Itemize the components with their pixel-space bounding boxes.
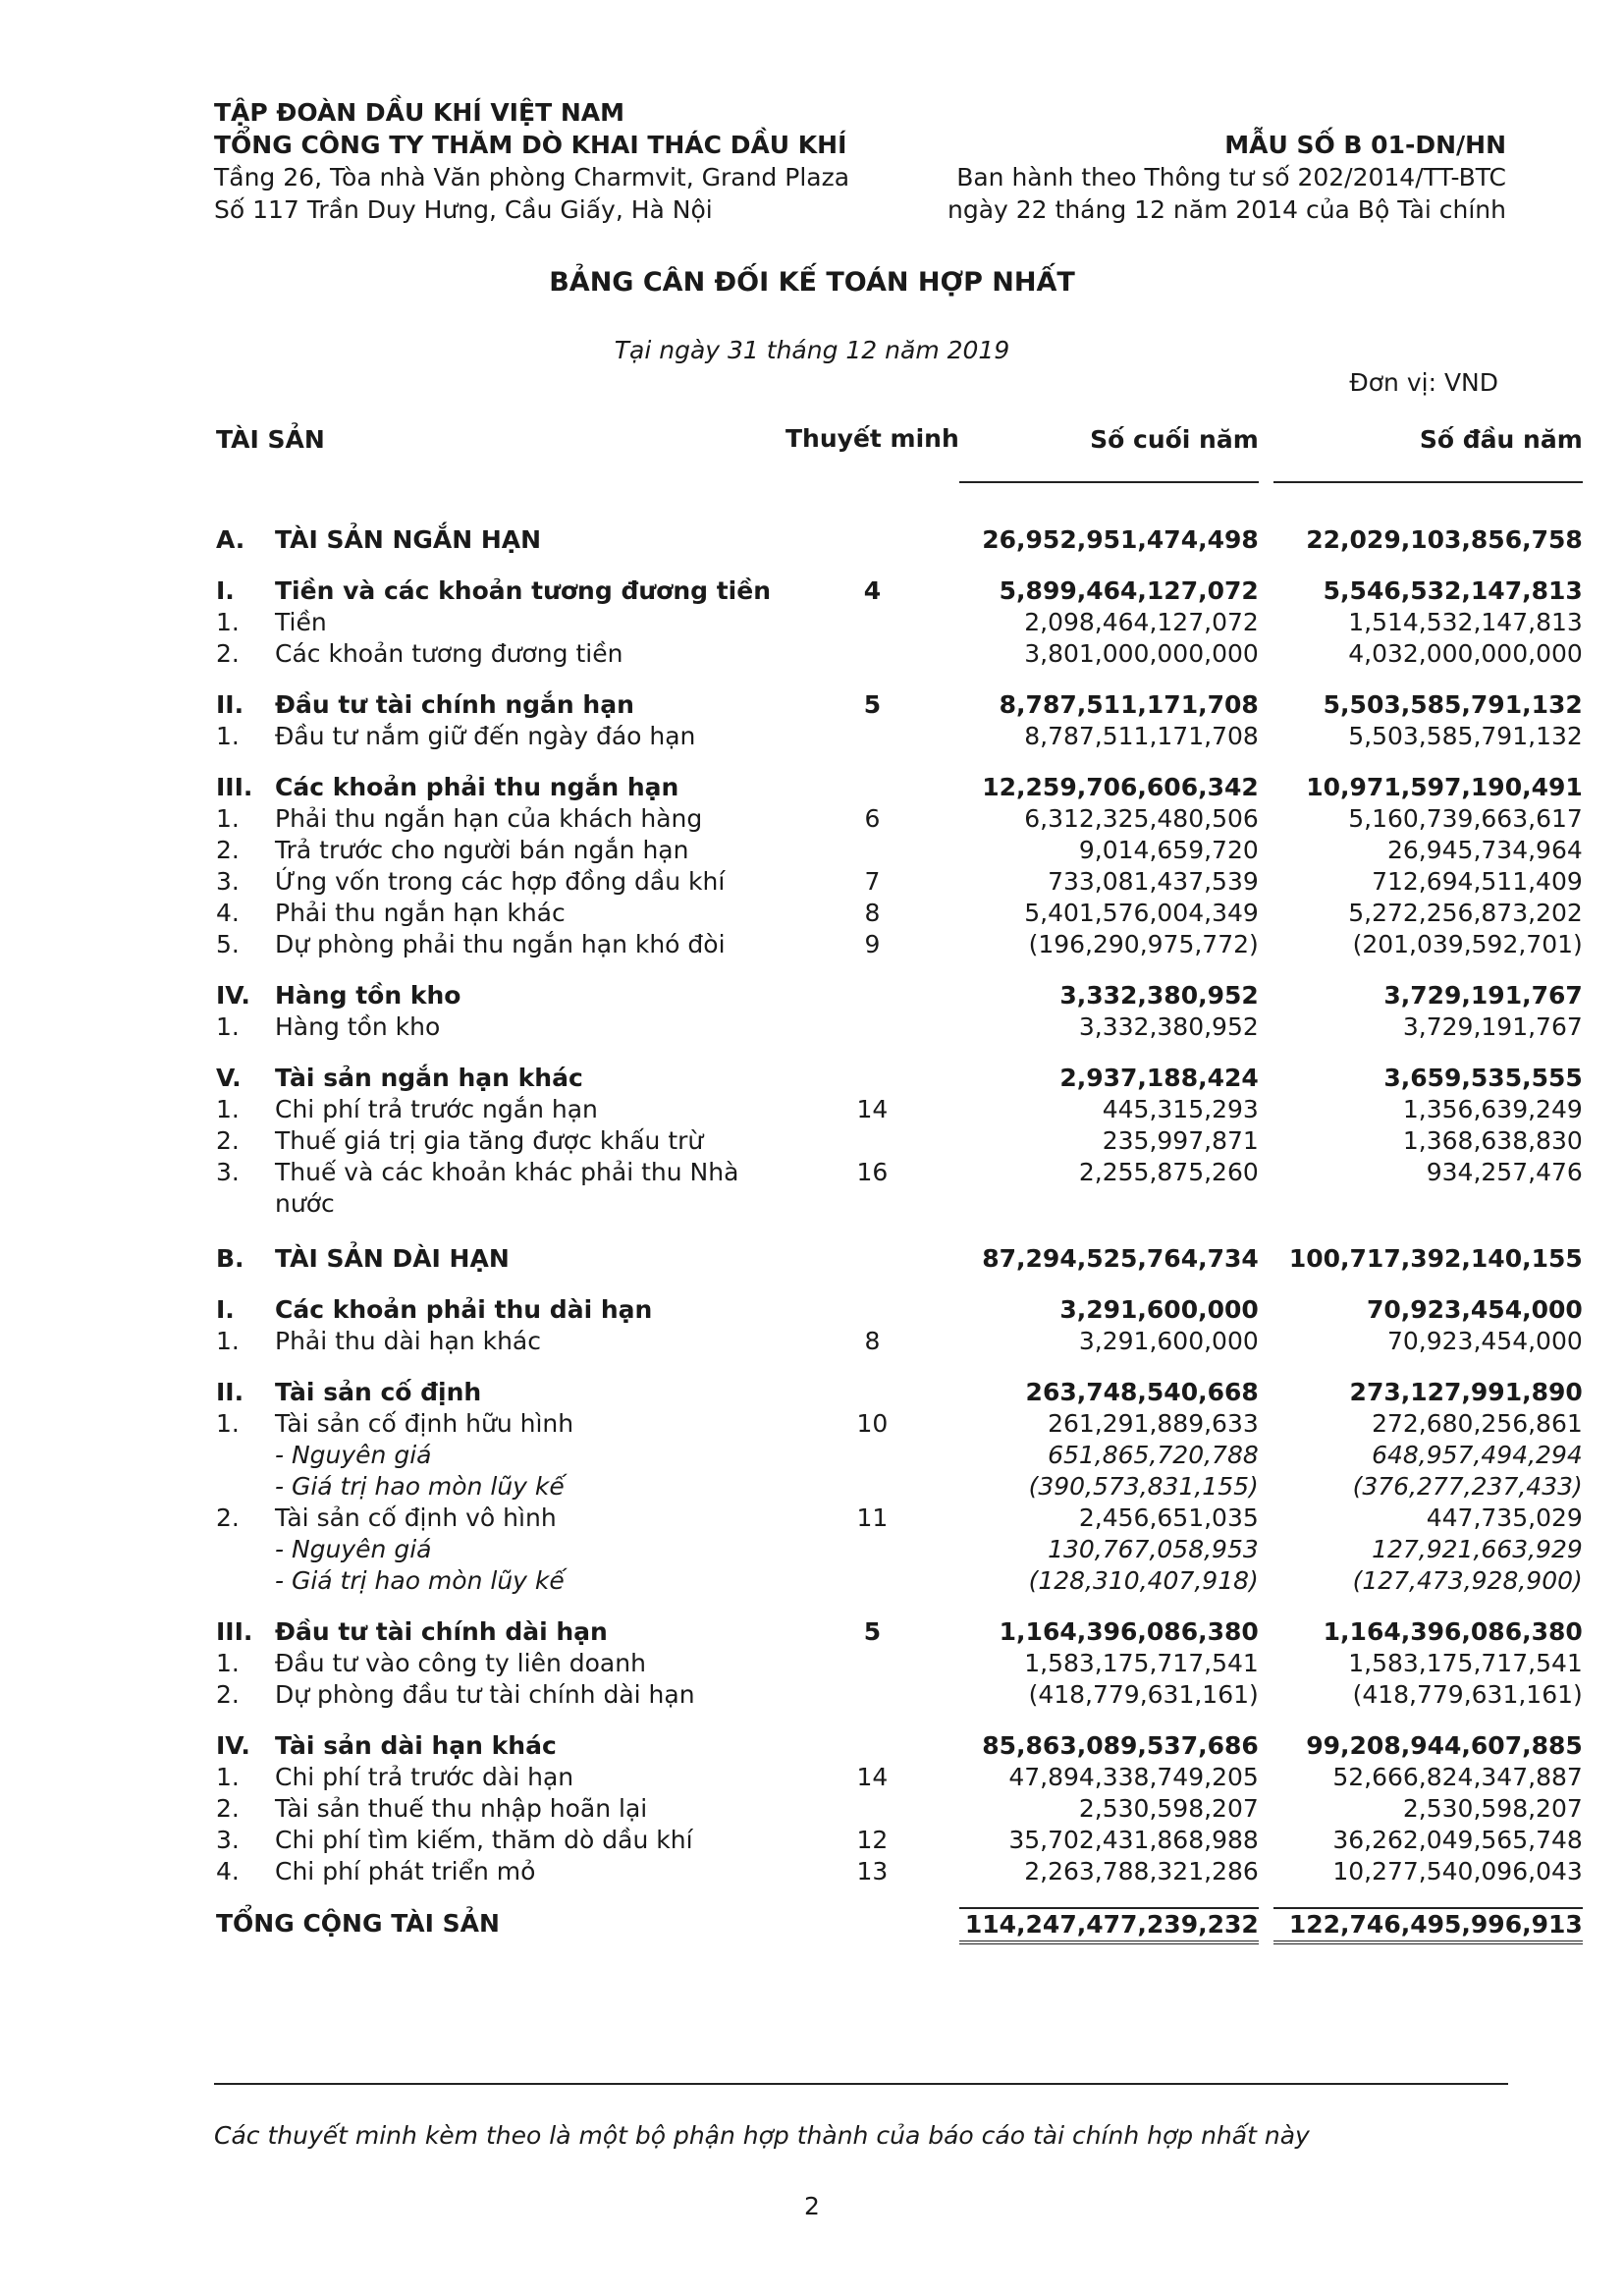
- row-previous-amount: 2,530,598,207: [1402, 1794, 1583, 1823]
- row-note: [785, 1440, 959, 1471]
- row-current-amount: 2,255,875,260: [1078, 1158, 1259, 1186]
- row-number: 1.: [216, 1095, 240, 1123]
- row-label: - Nguyên giá: [275, 1441, 432, 1469]
- total-previous-amount: 122,746,495,996,913: [1273, 1908, 1583, 1942]
- table-row: [216, 1825, 1583, 1856]
- row-current-amount: 2,530,598,207: [1078, 1794, 1259, 1823]
- table-row: [216, 1408, 1583, 1440]
- row-label: Ứng vốn trong các hợp đồng dầu khí: [275, 867, 726, 896]
- row-number: 2.: [216, 639, 240, 668]
- row-note: 8: [864, 1327, 881, 1355]
- company-address-line2: Số 117 Trần Duy Hưng, Cầu Giấy, Hà Nội: [214, 195, 713, 224]
- row-note: [785, 1648, 959, 1679]
- row-label: - Nguyên giá: [275, 1535, 432, 1563]
- row-previous-amount: 100,717,392,140,155: [1288, 1244, 1583, 1273]
- row-label: Đầu tư tài chính ngắn hạn: [275, 690, 634, 719]
- table-row: [216, 607, 1583, 638]
- row-note: 14: [856, 1095, 889, 1123]
- row-label: Tài sản cố định: [275, 1378, 482, 1406]
- row-label: Chi phí tìm kiếm, thăm dò dầu khí: [275, 1826, 693, 1854]
- row-current-amount: 445,315,293: [1102, 1095, 1259, 1123]
- row-current-amount: (128,310,407,918): [1028, 1566, 1259, 1595]
- row-number: A.: [216, 525, 245, 554]
- row-current-amount: 1,164,396,086,380: [999, 1617, 1259, 1646]
- row-current-amount: 733,081,437,539: [1048, 867, 1259, 896]
- row-previous-amount: 36,262,049,565,748: [1332, 1826, 1583, 1854]
- table-row: [216, 721, 1583, 752]
- row-current-amount: (390,573,831,155): [1028, 1472, 1259, 1501]
- row-note: [785, 1125, 959, 1157]
- table-row: [216, 835, 1583, 866]
- row-number: IV.: [216, 981, 250, 1010]
- row-label: Phải thu dài hạn khác: [275, 1327, 541, 1355]
- row-label: Hàng tồn kho: [275, 1012, 441, 1041]
- total-row: [216, 1908, 1583, 1942]
- row-current-amount: 3,291,600,000: [1059, 1295, 1259, 1324]
- table-row: [216, 1125, 1583, 1157]
- table-row: [216, 1377, 1583, 1408]
- row-current-amount: 8,787,511,171,708: [999, 690, 1259, 719]
- row-label: Đầu tư tài chính dài hạn: [275, 1617, 608, 1646]
- row-note: [785, 980, 959, 1011]
- row-current-amount: 3,332,380,952: [1059, 981, 1259, 1010]
- document-header: [214, 96, 1506, 226]
- row-previous-amount: 5,503,585,791,132: [1348, 722, 1583, 750]
- row-previous-amount: 5,160,739,663,617: [1348, 804, 1583, 833]
- row-label: Thuế và các khoản khác phải thu Nhà nước: [275, 1158, 739, 1218]
- row-current-amount: 5,899,464,127,072: [999, 576, 1259, 605]
- table-row: [216, 1856, 1583, 1887]
- row-previous-amount: 1,583,175,717,541: [1348, 1649, 1583, 1677]
- currency-unit: Đơn vị: VND: [1349, 368, 1498, 397]
- row-previous-amount: 1,164,396,086,380: [1323, 1617, 1583, 1646]
- row-number: III.: [216, 1617, 253, 1646]
- row-note: [785, 1679, 959, 1711]
- group-name: TẬP ĐOÀN DẦU KHÍ VIỆT NAM: [214, 98, 624, 127]
- row-note: [785, 1471, 959, 1503]
- table-row: [216, 1616, 1583, 1648]
- row-previous-amount: 4,032,000,000,000: [1348, 639, 1583, 668]
- row-previous-amount: 1,514,532,147,813: [1348, 608, 1583, 636]
- row-current-amount: 6,312,325,480,506: [1024, 804, 1259, 833]
- row-previous-amount: 22,029,103,856,758: [1306, 525, 1583, 554]
- table-row: [216, 1534, 1583, 1565]
- table-row: [216, 1503, 1583, 1534]
- row-note: [785, 1011, 959, 1043]
- row-number: 2.: [216, 836, 240, 864]
- row-number: 2.: [216, 1794, 240, 1823]
- row-number: [216, 1534, 275, 1565]
- row-label: Các khoản phải thu dài hạn: [275, 1295, 653, 1324]
- row-number: 1.: [216, 1012, 240, 1041]
- table-row: [216, 638, 1583, 670]
- row-note: [785, 607, 959, 638]
- row-note: [785, 721, 959, 752]
- row-label: - Giá trị hao mòn lũy kế: [275, 1566, 565, 1595]
- row-previous-amount: 52,666,824,347,887: [1332, 1763, 1583, 1791]
- table-row: [216, 980, 1583, 1011]
- row-previous-amount: 1,356,639,249: [1402, 1095, 1583, 1123]
- row-number: 2.: [216, 1680, 240, 1709]
- row-number: 1.: [216, 1763, 240, 1791]
- table-header-row: [216, 424, 1583, 515]
- row-label: Tiền và các khoản tương đương tiền: [275, 576, 771, 605]
- row-previous-amount: 10,277,540,096,043: [1332, 1857, 1583, 1886]
- row-previous-amount: 648,957,494,294: [1372, 1441, 1583, 1469]
- row-number: 4.: [216, 1857, 240, 1886]
- row-number: 2.: [216, 1126, 240, 1155]
- row-previous-amount: 934,257,476: [1426, 1158, 1583, 1186]
- table-row: [216, 1471, 1583, 1503]
- row-label: Tài sản thuế thu nhập hoãn lại: [275, 1794, 648, 1823]
- row-note: 11: [856, 1503, 889, 1532]
- row-number: 1.: [216, 1327, 240, 1355]
- row-current-amount: (196,290,975,772): [1028, 930, 1259, 958]
- table-row: [216, 929, 1583, 960]
- company-name: TỔNG CÔNG TY THĂM DÒ KHAI THÁC DẦU KHÍ: [214, 131, 847, 159]
- row-current-amount: 47,894,338,749,205: [1008, 1763, 1259, 1791]
- table-row: [216, 1679, 1583, 1711]
- row-note: [785, 1534, 959, 1565]
- row-number: 1.: [216, 1649, 240, 1677]
- row-label: Hàng tồn kho: [275, 981, 461, 1010]
- table-row: [216, 1762, 1583, 1793]
- row-label: Chi phí trả trước ngắn hạn: [275, 1095, 598, 1123]
- row-label: Tài sản ngắn hạn khác: [275, 1064, 583, 1092]
- row-previous-amount: (376,277,237,433): [1352, 1472, 1583, 1501]
- row-label: Phải thu ngắn hạn của khách hàng: [275, 804, 703, 833]
- row-previous-amount: 3,659,535,555: [1383, 1064, 1583, 1092]
- row-previous-amount: 99,208,944,607,885: [1306, 1731, 1583, 1760]
- row-number: I.: [216, 576, 235, 605]
- circular-line1: Ban hành theo Thông tư số 202/2014/TT-BTC: [956, 163, 1506, 191]
- total-current-amount: 114,247,477,239,232: [959, 1908, 1259, 1942]
- column-header-current: Số cuối năm: [959, 424, 1259, 483]
- row-current-amount: 12,259,706,606,342: [982, 773, 1259, 801]
- row-current-amount: 26,952,951,474,498: [982, 525, 1259, 554]
- row-note: [785, 524, 959, 556]
- row-previous-amount: 712,694,511,409: [1372, 867, 1583, 896]
- table-row: [216, 866, 1583, 898]
- row-current-amount: 9,014,659,720: [1078, 836, 1259, 864]
- row-number: B.: [216, 1244, 244, 1273]
- row-current-amount: 8,787,511,171,708: [1024, 722, 1259, 750]
- table-row: [216, 898, 1583, 929]
- form-code: MẪU SỐ B 01-DN/HN: [1224, 131, 1506, 159]
- row-current-amount: 3,291,600,000: [1078, 1327, 1259, 1355]
- row-number: 2.: [216, 1503, 240, 1532]
- row-note: 7: [864, 867, 881, 896]
- row-current-amount: 87,294,525,764,734: [982, 1244, 1259, 1273]
- row-note: 16: [856, 1158, 889, 1186]
- row-number: II.: [216, 1378, 244, 1406]
- row-current-amount: 1,583,175,717,541: [1024, 1649, 1259, 1677]
- row-label: Đầu tư nắm giữ đến ngày đáo hạn: [275, 722, 696, 750]
- row-current-amount: 35,702,431,868,988: [1008, 1826, 1259, 1854]
- row-previous-amount: 127,921,663,929: [1372, 1535, 1583, 1563]
- row-current-amount: 130,767,058,953: [1048, 1535, 1259, 1563]
- table-row: [216, 1648, 1583, 1679]
- row-current-amount: 261,291,889,633: [1048, 1409, 1259, 1438]
- row-label: TÀI SẢN DÀI HẠN: [275, 1244, 510, 1273]
- row-number: 3.: [216, 867, 240, 896]
- row-previous-amount: (127,473,928,900): [1352, 1566, 1583, 1595]
- table-row: [216, 1011, 1583, 1043]
- circular-line2: ngày 22 tháng 12 năm 2014 của Bộ Tài chính: [947, 195, 1506, 224]
- row-current-amount: 3,801,000,000,000: [1024, 639, 1259, 668]
- row-number: 3.: [216, 1158, 240, 1186]
- row-previous-amount: 447,735,029: [1426, 1503, 1583, 1532]
- row-label: Chi phí trả trước dài hạn: [275, 1763, 574, 1791]
- row-current-amount: 85,863,089,537,686: [982, 1731, 1259, 1760]
- row-label: Các khoản tương đương tiền: [275, 639, 623, 668]
- row-current-amount: 2,263,788,321,286: [1024, 1857, 1259, 1886]
- row-label: Thuế giá trị gia tăng được khấu trừ: [275, 1126, 704, 1155]
- table-row: [216, 1094, 1583, 1125]
- table-row: [216, 524, 1583, 556]
- row-label: Chi phí phát triển mỏ: [275, 1857, 536, 1886]
- row-number: 1.: [216, 804, 240, 833]
- row-note: 10: [856, 1409, 889, 1438]
- footer-divider: [214, 2083, 1508, 2085]
- table-row: [216, 1326, 1583, 1357]
- row-number: 1.: [216, 1409, 240, 1438]
- row-previous-amount: 5,272,256,873,202: [1348, 899, 1583, 927]
- row-label: Đầu tư vào công ty liên doanh: [275, 1649, 646, 1677]
- table-row: [216, 1565, 1583, 1597]
- row-current-amount: 2,098,464,127,072: [1024, 608, 1259, 636]
- row-number: I.: [216, 1295, 235, 1324]
- table-row: [216, 1243, 1583, 1275]
- row-note: 8: [864, 899, 881, 927]
- row-previous-amount: 5,546,532,147,813: [1323, 576, 1583, 605]
- row-label: Phải thu ngắn hạn khác: [275, 899, 566, 927]
- row-note: [785, 1294, 959, 1326]
- table-row: [216, 803, 1583, 835]
- row-note: [785, 1793, 959, 1825]
- row-note: 4: [863, 576, 882, 605]
- row-label: Tài sản cố định vô hình: [275, 1503, 557, 1532]
- row-previous-amount: (201,039,592,701): [1352, 930, 1583, 958]
- table-row: [216, 1063, 1583, 1094]
- row-note: [785, 835, 959, 866]
- row-number: [216, 1440, 275, 1471]
- table-row: [216, 1440, 1583, 1471]
- row-note: 13: [856, 1857, 889, 1886]
- row-current-amount: 235,997,871: [1102, 1126, 1259, 1155]
- row-label: Các khoản phải thu ngắn hạn: [275, 773, 679, 801]
- row-previous-amount: 3,729,191,767: [1402, 1012, 1583, 1041]
- row-current-amount: 263,748,540,668: [1025, 1378, 1259, 1406]
- row-previous-amount: (418,779,631,161): [1352, 1680, 1583, 1709]
- row-note: [785, 1377, 959, 1408]
- row-previous-amount: 1,368,638,830: [1402, 1126, 1583, 1155]
- row-number: IV.: [216, 1731, 250, 1760]
- row-label: Trả trước cho người bán ngắn hạn: [275, 836, 689, 864]
- table-row: [216, 1157, 1583, 1220]
- row-previous-amount: 5,503,585,791,132: [1323, 690, 1583, 719]
- row-label: Tài sản cố định hữu hình: [275, 1409, 574, 1438]
- row-current-amount: (418,779,631,161): [1028, 1680, 1259, 1709]
- row-label: Tài sản dài hạn khác: [275, 1731, 557, 1760]
- row-label: Tiền: [275, 608, 327, 636]
- table-row: [216, 1294, 1583, 1326]
- table-row: [216, 1793, 1583, 1825]
- row-label: TÀI SẢN NGẮN HẠN: [275, 525, 542, 554]
- row-previous-amount: 273,127,991,890: [1349, 1378, 1583, 1406]
- row-number: [216, 1565, 275, 1597]
- row-number: 5.: [216, 930, 240, 958]
- row-note: 12: [856, 1826, 889, 1854]
- row-note: [785, 1565, 959, 1597]
- report-date: Tại ngày 31 tháng 12 năm 2019: [614, 336, 1010, 364]
- row-label: Dự phòng đầu tư tài chính dài hạn: [275, 1680, 695, 1709]
- row-note: 5: [863, 1617, 882, 1646]
- row-note: [785, 1063, 959, 1094]
- row-current-amount: 2,937,188,424: [1059, 1064, 1259, 1092]
- row-number: 1.: [216, 608, 240, 636]
- row-note: 14: [856, 1763, 889, 1791]
- column-header-asset: TÀI SẢN: [216, 425, 325, 454]
- row-current-amount: 5,401,576,004,349: [1024, 899, 1259, 927]
- row-note: [785, 1730, 959, 1762]
- report-title: BẢNG CÂN ĐỐI KẾ TOÁN HỢP NHẤT: [549, 267, 1075, 298]
- row-note: [785, 772, 959, 803]
- row-label: - Giá trị hao mòn lũy kế: [275, 1472, 565, 1501]
- footnote: Các thuyết minh kèm theo là một bộ phận hợp thành của báo cáo tài chính hợp nhất này: [214, 2121, 1310, 2150]
- total-label: TỔNG CỘNG TÀI SẢN: [216, 1909, 500, 1938]
- row-previous-amount: 26,945,734,964: [1386, 836, 1583, 864]
- row-previous-amount: 3,729,191,767: [1383, 981, 1583, 1010]
- row-current-amount: 2,456,651,035: [1078, 1503, 1259, 1532]
- table-row: [216, 575, 1583, 607]
- column-header-previous: Số đầu năm: [1273, 424, 1583, 483]
- row-label: Dự phòng phải thu ngắn hạn khó đòi: [275, 930, 726, 958]
- page-number: 2: [804, 2192, 820, 2220]
- row-previous-amount: 272,680,256,861: [1372, 1409, 1583, 1438]
- balance-sheet-table: [216, 424, 1583, 1944]
- row-number: 4.: [216, 899, 240, 927]
- row-previous-amount: 70,923,454,000: [1386, 1327, 1583, 1355]
- table-row: [216, 1730, 1583, 1762]
- table-row: [216, 689, 1583, 721]
- row-number: 3.: [216, 1826, 240, 1854]
- row-number: II.: [216, 690, 244, 719]
- row-current-amount: 3,332,380,952: [1078, 1012, 1259, 1041]
- row-note: [785, 638, 959, 670]
- row-note: 6: [864, 804, 881, 833]
- row-previous-amount: 70,923,454,000: [1366, 1295, 1583, 1324]
- row-previous-amount: 10,971,597,190,491: [1306, 773, 1583, 801]
- row-note: 5: [863, 690, 882, 719]
- row-number: [216, 1471, 275, 1503]
- company-address-line1: Tầng 26, Tòa nhà Văn phòng Charmvit, Grand Plaza: [214, 163, 850, 191]
- row-number: III.: [216, 773, 253, 801]
- row-number: V.: [216, 1064, 242, 1092]
- row-number: 1.: [216, 722, 240, 750]
- table-row: [216, 772, 1583, 803]
- row-note: 9: [864, 930, 881, 958]
- row-note: [785, 1243, 959, 1275]
- row-current-amount: 651,865,720,788: [1048, 1441, 1259, 1469]
- column-header-note: Thuyết minh: [785, 424, 959, 453]
